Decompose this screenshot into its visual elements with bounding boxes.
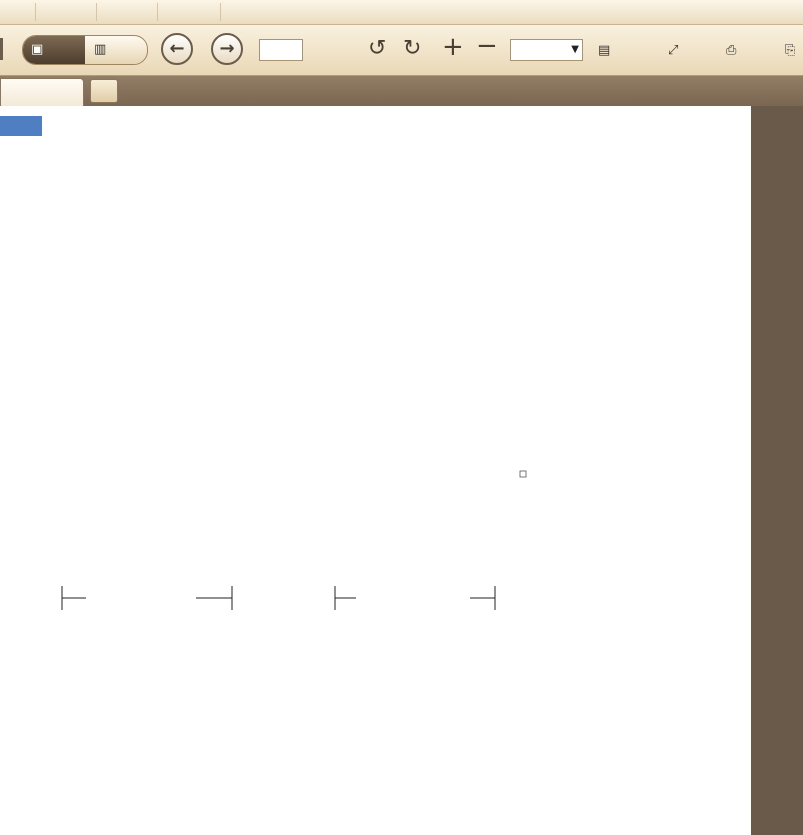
tab-bar [0,76,803,106]
arrow-right-icon: → [219,38,235,59]
menu-separator [35,3,36,21]
zoom-in-icon[interactable]: + [442,32,464,62]
print-button[interactable] [726,41,739,61]
next-page-button[interactable] [211,33,243,65]
zoom-out-icon[interactable]: − [476,31,498,61]
toolbar-edge [0,38,3,60]
slideshow-button[interactable] [598,41,613,61]
minimize-icon[interactable] [734,2,754,22]
pdf-page [0,106,751,835]
more-tools-icon[interactable]: ⎘ [785,43,796,58]
single-page-button[interactable] [23,36,85,64]
fullscreen-icon: ⤢ [668,43,679,58]
menu-bar [0,0,803,25]
header-accent-bar [0,116,42,136]
menu-separator [220,3,221,21]
chevron-down-icon: ▼ [571,44,579,55]
zoom-select[interactable] [510,39,583,61]
double-page-icon: ▥ [94,42,107,57]
rotate-left-icon[interactable]: ↺ [368,36,387,61]
menu-separator [96,3,97,21]
arrow-left-icon: ← [169,38,185,59]
oscilloscope-figure [30,218,640,482]
single-page-icon: ▣ [31,42,44,57]
rotate-right-icon[interactable]: ↻ [403,36,422,61]
skin-icon[interactable] [710,2,730,22]
document-tab[interactable] [0,78,84,106]
menu-separator [157,3,158,21]
dropdown-menu-icon[interactable] [688,2,708,22]
printer-icon: ⎙ [726,43,737,58]
prev-page-button[interactable] [161,33,193,65]
double-page-button[interactable] [86,36,147,64]
sequence-diagram [30,572,530,740]
slideshow-icon: ▤ [598,43,611,58]
view-mode-toggle [22,35,148,65]
toolbar [0,25,803,76]
page-number-input[interactable] [259,39,303,61]
scope-mode-box [520,471,526,477]
new-tab-button[interactable] [90,79,118,103]
close-window-icon[interactable] [782,2,802,22]
maximize-icon[interactable] [758,2,778,22]
fullscreen-button[interactable] [668,41,681,61]
